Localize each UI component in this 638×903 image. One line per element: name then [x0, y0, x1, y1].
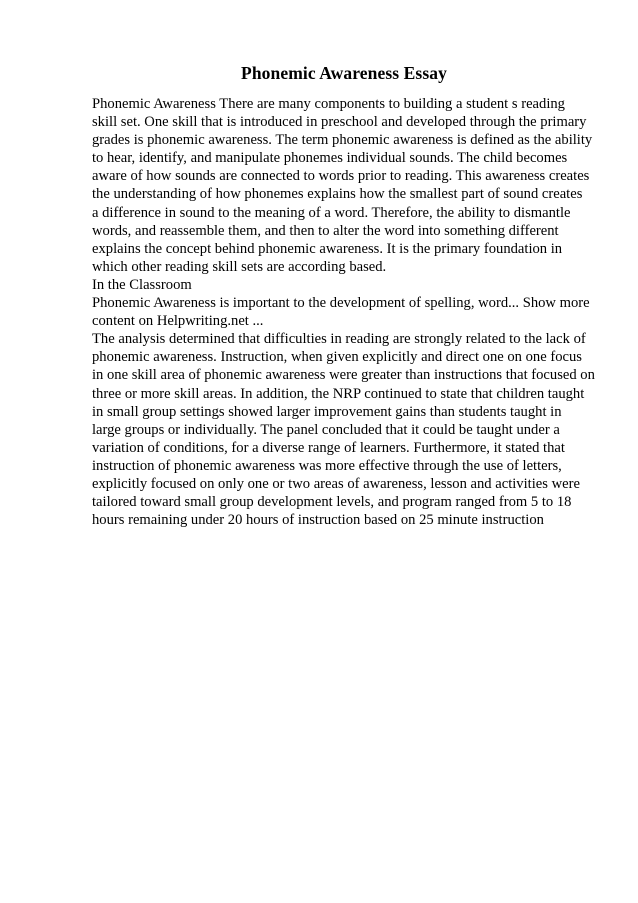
essay-line: skill set. One skill that is introduced in preschool and developed through the primary	[92, 114, 587, 131]
essay-line: variation of conditions, for a diverse range of learners. Furthermore, it stated that	[92, 439, 565, 456]
essay-body	[92, 95, 632, 529]
essay-line: Phonemic Awareness There are many components to building a student s reading	[92, 96, 565, 112]
page-title: Phonemic Awareness Essay	[241, 63, 447, 83]
essay-line: phonemic awareness. Instruction, when given explicitly and direct one on one focus	[92, 349, 582, 366]
essay-line: grades is phonemic awareness. The term phonemic awareness is defined as the ability	[92, 132, 593, 149]
section-heading-in-the-classroom: In the Classroom	[92, 276, 192, 293]
essay-line: in small group settings showed larger improvement gains than students taught in	[92, 403, 562, 420]
essay-line: the understanding of how phonemes explains how the smallest part of sound creates	[92, 186, 583, 203]
essay-line: content on Helpwriting.net ...	[92, 313, 264, 330]
essay-line: large groups or individually. The panel concluded that it could be taught under a	[92, 421, 560, 438]
essay-line: tailored toward small group development levels, and program ranged from 5 to 18	[92, 494, 572, 511]
essay-line: three or more skill areas. In addition, the NRP continued to state that children taught	[92, 385, 585, 402]
essay-line: explains the concept behind phonemic awareness. It is the primary foundation in	[92, 240, 563, 257]
essay-line: Phonemic Awareness is important to the development of spelling, word... Show more	[92, 295, 590, 312]
essay-line: hours remaining under 20 hours of instruction based on 25 minute instruction	[92, 512, 544, 529]
essay-line: a difference in sound to the meaning of a word. Therefore, the ability to dismantle	[92, 204, 571, 221]
essay-line: explicitly focused on only one or two areas of awareness, lesson and activities were	[92, 475, 580, 492]
essay-line: words, and reassemble them, and then to alter the word into something different	[92, 222, 559, 239]
essay-line: The analysis determined that difficulties in reading are strongly related to the lack of	[92, 331, 586, 348]
essay-line: instruction of phonemic awareness was more effective through the use of letters,	[92, 457, 562, 474]
essay-line: which other reading skill sets are according based.	[92, 258, 387, 275]
essay-line: aware of how sounds are connected to words prior to reading. This awareness creates	[92, 168, 590, 185]
essay-line: to hear, identify, and manipulate phonemes individual sounds. The child becomes	[92, 150, 568, 167]
essay-line: in one skill area of phonemic awareness were greater than instructions that focused on	[92, 367, 595, 384]
